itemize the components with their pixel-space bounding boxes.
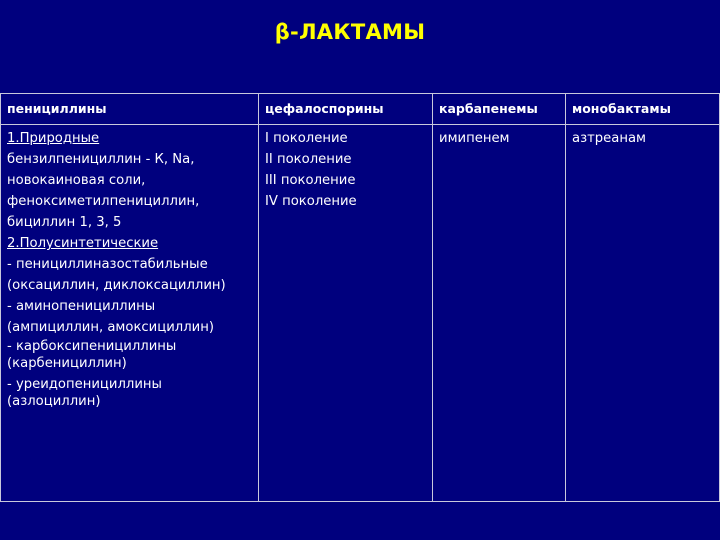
header-cephalosporins: цефалоспорины xyxy=(259,94,433,125)
penicillins-cell xyxy=(1,125,259,502)
slide-title: β-ЛАКТАМЫ xyxy=(274,20,426,44)
table-body-row xyxy=(1,125,720,502)
monobactams-cell xyxy=(566,125,720,502)
penicillin-item: - аминопенициллины xyxy=(7,299,156,314)
penicillin-item: бициллин 1, 3, 5 xyxy=(7,215,122,230)
penicillin-item: (оксациллин, диклоксациллин) xyxy=(7,278,226,293)
beta-lactam-classification-table xyxy=(0,93,720,502)
penicillin-item: новокаиновая соли, xyxy=(7,173,146,188)
cephalosporin-generation: II поколение xyxy=(265,152,352,167)
header-monobactams: монобактамы xyxy=(566,94,720,125)
cephalosporin-generation: I поколение xyxy=(265,131,348,146)
penicillin-item: бензилпенициллин - К, Na, xyxy=(7,152,195,167)
penicillin-item: (азлоциллин) xyxy=(7,394,101,409)
cephalosporin-generation: IV поколение xyxy=(265,194,357,209)
penicillin-item: (ампициллин, амоксициллин) xyxy=(7,320,214,335)
penicillin-item: - пенициллиназостабильные xyxy=(7,257,208,272)
semisynthetic-penicillins-heading: 2.Полусинтетические xyxy=(7,236,159,251)
penicillin-item: (карбенициллин) xyxy=(7,356,127,371)
carbapenems-cell xyxy=(433,125,566,502)
table-header-row xyxy=(1,94,720,125)
cephalosporin-generation: III поколение xyxy=(265,173,356,188)
natural-penicillins-heading: 1.Природные xyxy=(7,131,100,146)
cephalosporins-cell xyxy=(259,125,433,502)
header-penicillins: пенициллины xyxy=(1,94,259,125)
penicillin-item: - карбоксипенициллины xyxy=(7,339,177,354)
penicillin-item: феноксиметилпенициллин, xyxy=(7,194,200,209)
carbapenem-item: имипенем xyxy=(439,131,510,146)
monobactam-item: азтреанам xyxy=(572,131,646,146)
penicillin-item: - уреидопенициллины xyxy=(7,377,162,392)
header-carbapenems: карбапенемы xyxy=(433,94,566,125)
